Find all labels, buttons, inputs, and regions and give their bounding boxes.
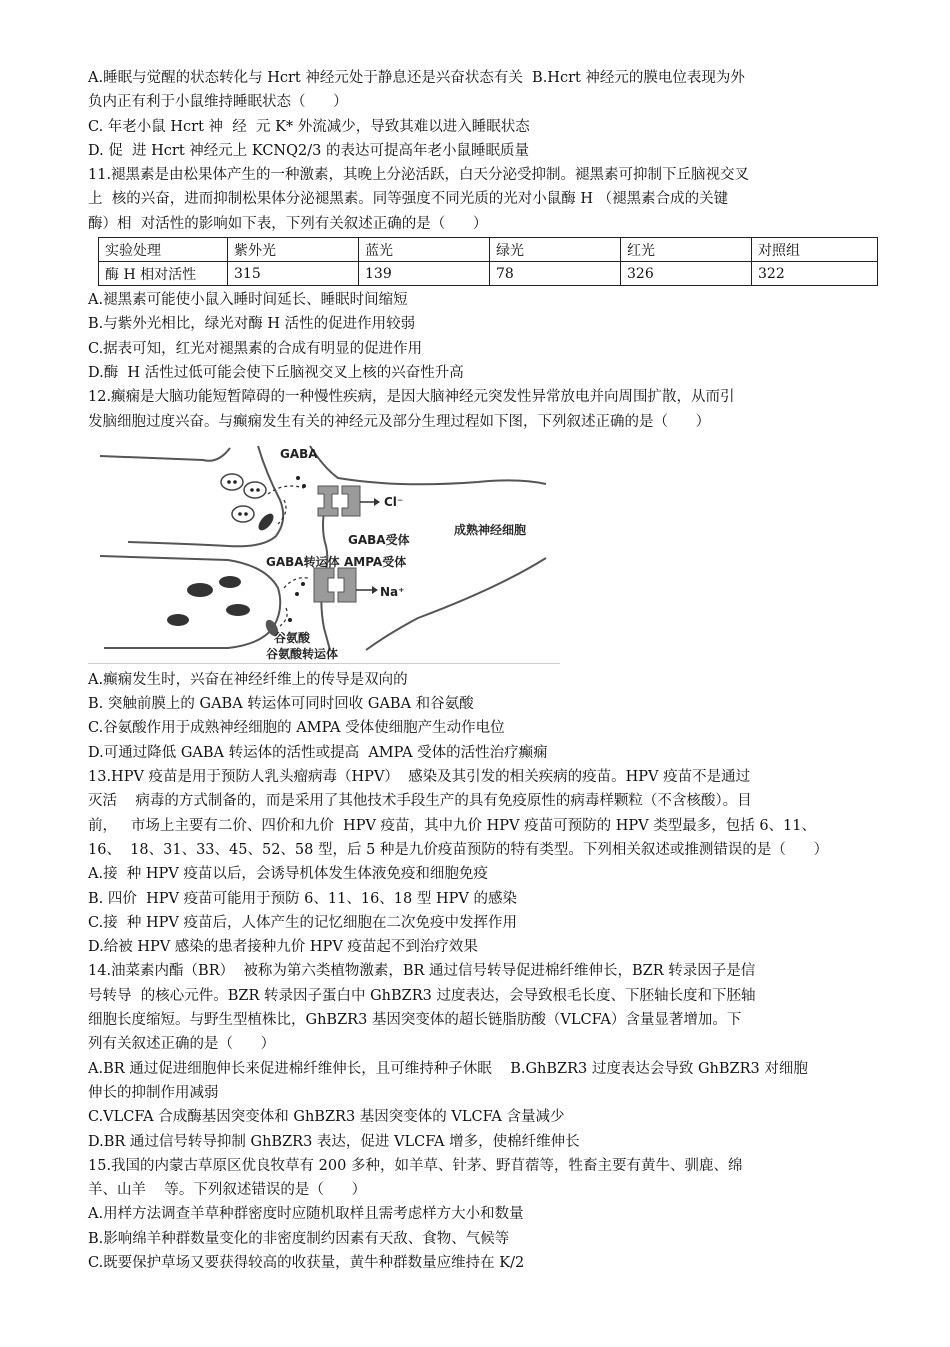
vesicle [221, 474, 243, 490]
glutamate-vesicle [226, 604, 250, 616]
text-line: 13.HPV 疫苗是用于预防人乳头瘤病毒（HPV） 感染及其引发的相关疾病的疫苗。HPV 疫苗不是通过 [88, 769, 751, 786]
text-line: B.与紫外光相比，绿光对酶 H 活性的促进作用较弱 [88, 316, 416, 333]
vesicle [244, 482, 266, 498]
text-line: C.既要保护草场又要获得较高的收获量，黄牛种群数量应维持在 K/2 [88, 1254, 525, 1271]
table-row [99, 262, 878, 286]
text-line: 号转导 的核心元件。BZR 转录因子蛋白中 GhBZR3 过度表达，会导致根毛长度、下胚轴长度和下胚轴 [88, 987, 756, 1004]
glutamate-transporter-label: 谷氨酸转运体 [266, 646, 339, 660]
text-line: A.BR 通过促进细胞伸长来促进棉纤维伸长，且可维持种子休眠 B.GhBZR3 过度表达会导致 GhBZR3 对细胞 [88, 1060, 808, 1077]
glutamate-vesicle [187, 583, 213, 597]
text-line: B.影响绵羊种群数量变化的非密度制约因素有天敌、食物、气候等 [88, 1230, 510, 1247]
gaba-transporter-shape [256, 511, 277, 533]
gaba-transporter-label: GABA转运体 [266, 554, 340, 569]
postsynaptic-top [310, 446, 546, 484]
text-line: 负内正有利于小鼠维持睡眠状态（ ） [88, 94, 348, 111]
text-line: D. 促 进 Hcrt 神经元上 KCNQ2/3 的表达可提高年老小鼠睡眠质量 [88, 142, 529, 159]
text-line: 前， 市场上主要有二价、四价和九价 HPV 疫苗，其中九价 HPV 疫苗可预防的 HPV 类型最多，包括 6、11、 [88, 817, 816, 834]
synapse-diagram [98, 438, 550, 664]
question-12 [88, 385, 880, 765]
text-line: A.褪黑素可能使小鼠入睡时间延长、睡眠时间缩短 [88, 292, 408, 309]
glutamate-vesicle [167, 614, 189, 626]
text-line: 12.癫痫是大脑功能短暂障碍的一种慢性疾病，是因大脑神经元突发性异常放电并向周围扩散，从而引 [88, 389, 735, 406]
table-cell: 蓝光 [359, 238, 490, 262]
text-line: D.BR 通过信号转导抑制 GhBZR3 表达，促进 VLCFA 增多，使棉纤维伸长 [88, 1133, 580, 1150]
table-cell: 紫外光 [228, 238, 359, 262]
cl-label: Cl⁻ [384, 494, 404, 509]
table-cell: 酶 H 相对活性 [99, 262, 228, 286]
text-line: C.接 种 HPV 疫苗后，人体产生的记忆细胞在二次免疫中发挥作用 [88, 914, 517, 931]
table-cell: 红光 [621, 238, 752, 262]
table-cell: 315 [228, 262, 359, 286]
table-cell: 对照组 [752, 238, 878, 262]
text-line: 11.褪黑素是由松果体产生的一种激素，其晚上分泌活跃，白天分泌受抑制。褪黑素可抑制下丘脑视交叉 [88, 167, 750, 184]
text-line: 酶）相 对活性的影响如下表，下列有关叙述正确的是（ ） [88, 215, 488, 232]
text-line: C.据表可知，红光对褪黑素的合成有明显的促进作用 [88, 340, 423, 357]
table-cell: 实验处理 [99, 238, 228, 262]
gaba-label: GABA [280, 446, 318, 461]
text-line: 15.我国的内蒙古草原区优良牧草有 200 多种，如羊草、针茅、野苜蓿等，牲畜主要有黄牛、驯鹿、绵 [88, 1157, 743, 1174]
question-14 [88, 959, 880, 1153]
na-label: Na⁺ [380, 584, 405, 599]
text-line: 上 核的兴奋，进而抑制松果体分泌褪黑素。同等强度不同光质的光对小鼠酶 H （褪黑素合成的关键 [88, 191, 729, 208]
lower-terminal-outline [100, 556, 280, 648]
question-13 [88, 765, 880, 959]
text-line: 14.油菜素内酯（BR） 被称为第六类植物激素，BR 通过信号转导促进棉纤维伸长，BZR 转录因子是信 [88, 963, 756, 980]
table-cell: 326 [621, 262, 752, 286]
glutamate-label: 谷氨酸 [274, 630, 311, 645]
text-line: 发脑细胞过度兴奋。与癫痫发生有关的神经元及部分生理过程如下图，下列叙述正确的是（ ） [88, 413, 711, 430]
text-line: A.睡眠与觉醒的状态转化与 Hcrt 神经元处于静息还是兴奋状态有关 B.Hcrt 神经元的膜电位表现为外 [88, 70, 745, 86]
question-11 [88, 163, 880, 385]
text-line: 羊、山羊 等。下列叙述错误的是（ ） [88, 1182, 367, 1199]
text-line: D.酶 H 活性过低可能会使下丘脑视交叉上核的兴奋性升高 [88, 364, 464, 381]
glutamate-vesicle [219, 576, 241, 588]
postsynaptic-lower [366, 558, 546, 650]
figure-divider [88, 663, 560, 664]
enzyme-activity-table [98, 237, 878, 286]
table-cell: 绿光 [490, 238, 621, 262]
text-line: 列有关叙述正确的是（ ） [88, 1036, 276, 1053]
text-line: 细胞长度缩短。与野生型植株比，GhBZR3 基因突变体的超长链脂肪酸（VLCFA）含量显著增加。下 [88, 1012, 742, 1029]
text-line: A.用样方法调查羊草种群密度时应随机取样且需考虑样方大小和数量 [88, 1206, 524, 1223]
text-line: C.VLCFA 合成酶基因突变体和 GhBZR3 基因突变体的 VLCFA 含量减少 [88, 1109, 565, 1126]
text-line: 伸长的抑制作用减弱 [88, 1084, 219, 1101]
vesicle [232, 506, 254, 522]
document-page [88, 66, 880, 1275]
text-line: C.谷氨酸作用于成熟神经细胞的 AMPA 受体使细胞产生动作电位 [88, 720, 505, 737]
table-cell: 78 [490, 262, 621, 286]
text-line: 16、 18、31、33、45、52、58 型，后 5 种是九价疫苗预防的特有类型。下列相关叙述或推测错误的是（ ） [88, 841, 829, 858]
gaba-receptor-label: GABA受体 [348, 532, 410, 547]
text-line: 灭活 病毒的方式制备的，而是采用了其他技术手段生产的具有免疫原性的病毒样颗粒（不含核酸）。目 [88, 793, 752, 810]
question-15 [88, 1154, 880, 1275]
ampa-receptor-shape [314, 568, 334, 602]
gaba-receptor-shape [318, 486, 338, 516]
ampa-receptor-label: AMPA受体 [344, 554, 407, 569]
text-line: B. 四价 HPV 疫苗可能用于预防 6、11、16、18 型 HPV 的感染 [88, 890, 517, 907]
text-line: D.给被 HPV 感染的患者接种九价 HPV 疫苗起不到治疗效果 [88, 939, 478, 956]
text-line: D.可通过降低 GABA 转运体的活性或提高 AMPA 受体的活性治疗癫痫 [88, 744, 548, 761]
table-header-row [99, 238, 878, 262]
mature-cell-label: 成熟神经细胞 [454, 522, 527, 537]
table-cell: 322 [752, 262, 878, 286]
text-line: B. 突触前膜上的 GABA 转运体可同时回收 GABA 和谷氨酸 [88, 696, 474, 713]
question-10-options [88, 66, 880, 163]
text-line: C. 年老小鼠 Hcrt 神 经 元 K* 外流减少，导致其难以进入睡眠状态 [88, 118, 530, 135]
table-cell: 139 [359, 262, 490, 286]
text-line: A.癫痫发生时，兴奋在神经纤维上的传导是双向的 [88, 671, 408, 688]
text-line: A.接 种 HPV 疫苗以后，会诱导机体发生体液免疫和细胞免疫 [88, 866, 488, 883]
synapse-svg [98, 438, 550, 660]
axon-outline [100, 448, 230, 461]
